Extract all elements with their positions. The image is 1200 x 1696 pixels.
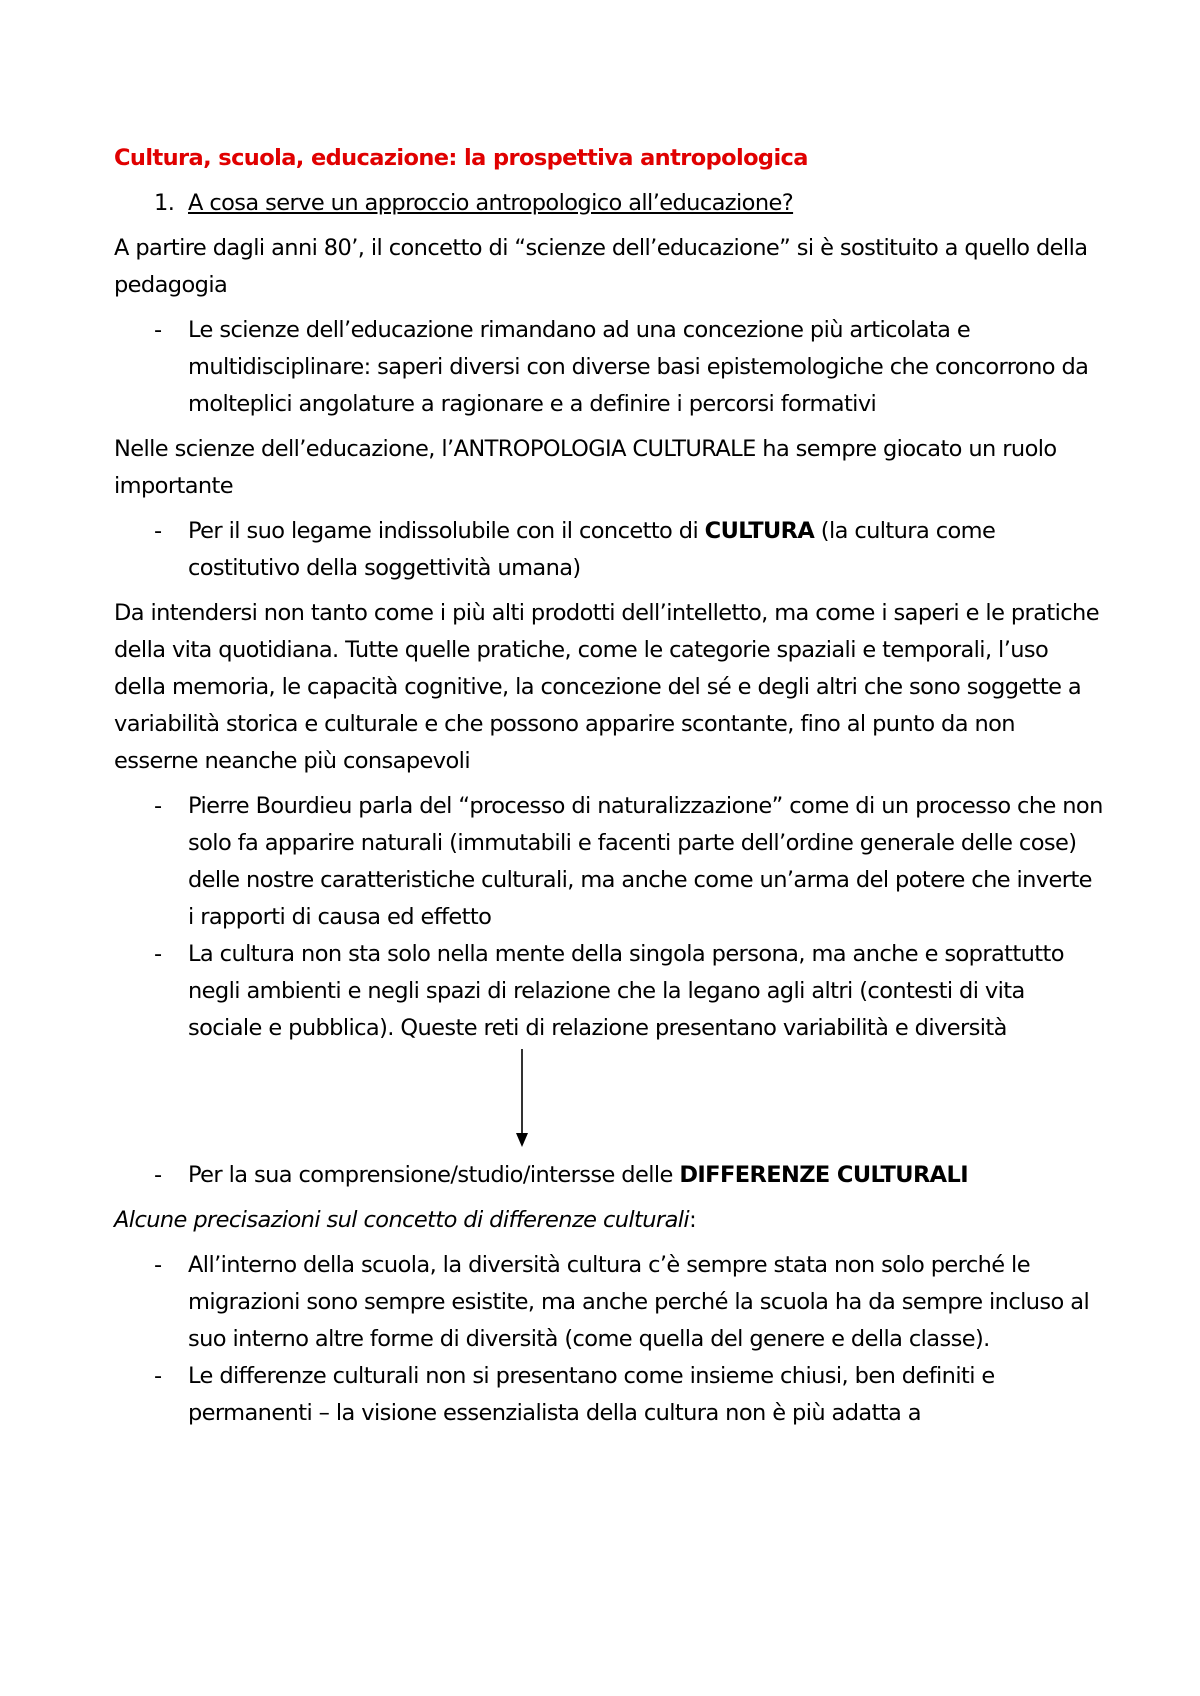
bold-term-cultura: CULTURA: [704, 518, 815, 544]
bullet-dash: -: [154, 1252, 162, 1278]
paragraph-4: [114, 1202, 1104, 1239]
paragraph-3: Da intendersi non tanto come i più alti prodotti dell’intelletto, ma come i saperi e le pratiche della vita quotidiana. Tutte quelle pratiche, come le categorie spaziali e temporali, l’uso della memoria, le capacità cognitive, la concezione del sé e degli altri che sono soggette a variabilità storica e culturale e che possono apparire scontante, fino al punto da non esserne neanche più consapevoli: [114, 600, 1099, 774]
bullet-item: [114, 312, 1104, 423]
section-heading-text: A cosa serve un approccio antropologico all’educazione?: [188, 190, 794, 216]
bullet-dash: -: [154, 1162, 162, 1188]
bullet-text: La cultura non sta solo nella mente della singola persona, ma anche e soprattutto negli ambienti e negli spazi di relazione che la legano agli altri (contesti di vita sociale e pubblica). Queste reti di relazione presentano variabilità e diversità: [188, 941, 1064, 1041]
colon: :: [689, 1207, 697, 1233]
bullet-dash: -: [154, 941, 162, 967]
document-title: Cultura, scuola, educazione: la prospettiva antropologica: [114, 145, 808, 171]
paragraph-1: A partire dagli anni 80’, il concetto di “scienze dell’educazione” si è sostituito a quello della pedagogia: [114, 235, 1088, 298]
paragraph-2: Nelle scienze dell’educazione, l’ANTROPOLOGIA CULTURALE ha sempre giocato un ruolo importante: [114, 436, 1057, 499]
bullet-dash: -: [154, 1363, 162, 1389]
bullet-text: Le differenze culturali non si presentano come insieme chiusi, ben definiti e permanenti – la visione essenzialista della cultura non è più adatta a: [188, 1363, 995, 1426]
bullet-item: [114, 936, 1104, 1047]
bullet-group-1: [114, 312, 1104, 423]
bullet-item: [114, 1247, 1104, 1358]
bullet-text-after: (la cultura come costitutivo della soggettività umana): [188, 518, 996, 581]
bullet-item: [114, 1358, 1104, 1432]
bullet-text: Pierre Bourdieu parla del “processo di naturalizzazione” come di un processo che non solo fa apparire naturali (immutabili e facenti parte dell’ordine generale delle cose) delle nostre caratteristiche culturali, ma anche come un’arma del potere che inverte i rapporti di causa ed effetto: [188, 793, 1103, 930]
bullet-item: [114, 1157, 1104, 1194]
section-heading-1: [114, 185, 1104, 222]
section-number: 1.: [154, 190, 175, 216]
bullet-dash: -: [154, 518, 162, 544]
bullet-group-3: [114, 788, 1104, 1047]
bullet-text: [188, 513, 1104, 587]
arrow-container: [114, 1047, 1104, 1157]
bullet-text: Le scienze dell’educazione rimandano ad una concezione più articolata e multidisciplinare: saperi diversi con diverse basi epistemologiche che concorrono da molteplici angolature a ragionare e a definire i percorsi formativi: [188, 317, 1089, 417]
bullet-text-before: Per la sua comprensione/studio/intersse delle: [188, 1162, 680, 1188]
bullet-group-2: [114, 513, 1104, 587]
bullet-text-before: Per il suo legame indissolubile con il concetto di: [188, 518, 705, 544]
bullet-text: [188, 1157, 1104, 1194]
bullet-text: All’interno della scuola, la diversità cultura c’è sempre stata non solo perché le migrazioni sono sempre esistite, ma anche perché la scuola ha da sempre incluso al suo interno altre forme di diversità (come quella del genere e della classe).: [188, 1252, 1090, 1352]
bullet-dash: -: [154, 793, 162, 819]
bullet-group-4: [114, 1157, 1104, 1194]
italic-intro: Alcune precisazioni sul concetto di differenze culturali: [114, 1207, 690, 1233]
document-page: [114, 140, 1104, 1432]
bullet-group-5: [114, 1247, 1104, 1432]
bullet-item: [114, 788, 1104, 936]
bullet-item: [114, 513, 1104, 587]
bold-term-differenze: DIFFERENZE CULTURALI: [679, 1162, 968, 1188]
down-arrow-icon: [512, 1049, 532, 1149]
bullet-dash: -: [154, 317, 162, 343]
